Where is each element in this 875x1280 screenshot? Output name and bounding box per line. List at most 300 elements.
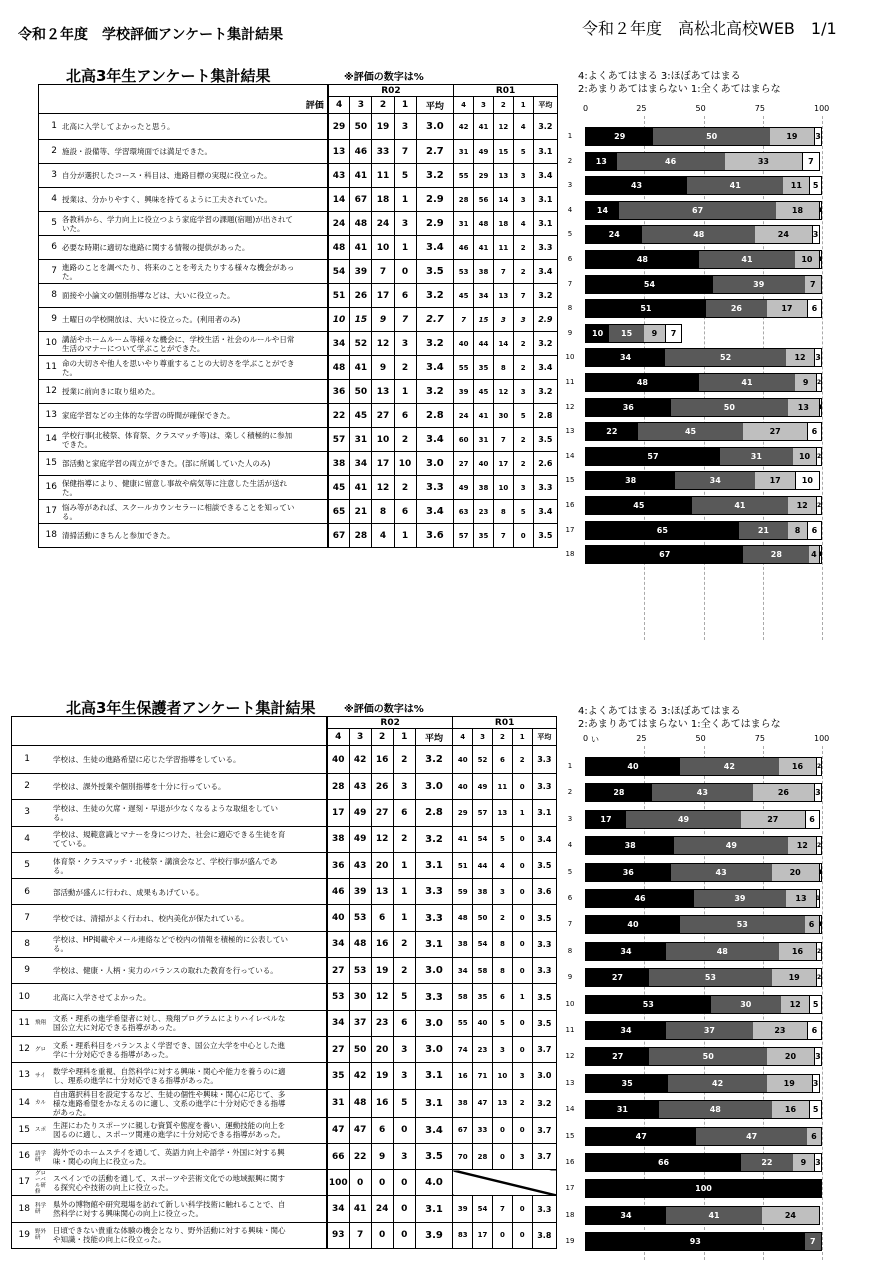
r02-average: 3.0 <box>415 774 453 800</box>
bar-segment-4: 34 <box>586 1207 666 1224</box>
r02-value-4: 67 <box>328 524 350 548</box>
student-legend <box>578 70 781 96</box>
r02-average: 3.2 <box>416 332 454 356</box>
r02-value-2: 18 <box>372 188 394 212</box>
table-row <box>12 1170 557 1196</box>
r01-average: 3.5 <box>533 428 557 452</box>
r01-average: 3.8 <box>532 1222 556 1248</box>
question-cell <box>12 1143 328 1169</box>
header-eval: 評価 <box>39 97 328 114</box>
bar-segment-3: 48 <box>666 943 779 960</box>
table-row <box>39 188 558 212</box>
header-r02-avg: 平均 <box>416 97 454 114</box>
question-cell <box>12 905 328 931</box>
stacked-bar <box>585 942 822 961</box>
r02-value-2: 8 <box>372 500 394 524</box>
r02-value-2: 6 <box>371 905 393 931</box>
bar-segment-1: 6 <box>805 811 819 828</box>
table-row <box>39 332 558 356</box>
question-number: 1 <box>51 121 57 132</box>
bar-segment-4: 34 <box>586 349 665 366</box>
r01-value-3: 56 <box>474 188 494 212</box>
bar-segment-2: 24 <box>755 226 811 243</box>
bar-segment-3: 31 <box>720 448 793 465</box>
r01-value-2: 7 <box>493 524 513 548</box>
stacked-bar <box>585 1100 822 1119</box>
r01-value-4: 42 <box>454 114 474 140</box>
question-text: 県外の博物館や研究現場を訪れて新しい科学技術に触れることで、自然科学に対する興味関心の向上に役立った。 <box>53 1200 286 1219</box>
r01-average: 3.4 <box>533 164 557 188</box>
r02-average: 3.5 <box>416 260 454 284</box>
r02-average: 3.2 <box>415 746 453 774</box>
chart-row-number: 17 <box>565 1184 575 1193</box>
table-row <box>12 905 557 931</box>
r02-value-2: 10 <box>372 428 394 452</box>
r02-value-1: 2 <box>393 931 415 957</box>
parent-section-title: 北高3年生保護者アンケート集計結果 <box>66 699 316 717</box>
header-r02: R02 <box>327 717 453 729</box>
r01-average: 3.2 <box>533 380 557 404</box>
bar-segment-3: 42 <box>680 758 779 775</box>
table-row <box>12 931 557 957</box>
r01-value-2: 15 <box>493 140 513 164</box>
stacked-bar <box>585 1047 822 1066</box>
r02-value-2: 7 <box>372 260 394 284</box>
stacked-bar <box>585 127 822 146</box>
r01-value-3: 28 <box>473 1143 493 1169</box>
r01-value-4: 49 <box>454 476 474 500</box>
question-text: 部活動と家庭学習の両立ができた。(部に所属していた人のみ) <box>62 459 271 469</box>
axis-tick-label: 75 <box>754 104 765 113</box>
stacked-bar <box>585 496 822 515</box>
r02-value-3: 15 <box>350 308 372 332</box>
r02-value-1: 7 <box>394 140 416 164</box>
r01-value-1: 0 <box>512 905 532 931</box>
r01-value-4: 74 <box>453 1036 473 1062</box>
r02-value-3: 49 <box>349 826 371 852</box>
r02-value-4: 100 <box>327 1170 349 1196</box>
r02-value-3: 43 <box>349 852 371 878</box>
r01-value-3: 71 <box>473 1063 493 1089</box>
bar-segment-3: 43 <box>671 864 772 881</box>
r01-value-1: 0 <box>512 1036 532 1062</box>
r01-value-2: 6 <box>492 746 512 774</box>
question-cell <box>12 826 328 852</box>
r01-value-1: 2 <box>513 236 533 260</box>
r01-value-4: 46 <box>454 236 474 260</box>
question-number: 15 <box>18 1124 30 1135</box>
question-number: 13 <box>45 410 57 421</box>
question-number: 2 <box>24 781 30 792</box>
r02-average: 2.9 <box>416 212 454 236</box>
header-r02-c2: 2 <box>371 729 393 746</box>
bar-segment-2: 26 <box>753 784 814 801</box>
r01-value-4: 53 <box>454 260 474 284</box>
table-row <box>12 1089 557 1117</box>
r02-value-2: 20 <box>371 1036 393 1062</box>
r02-value-3: 47 <box>349 1117 371 1143</box>
r02-value-2: 20 <box>371 852 393 878</box>
question-text: 文系・理系科目をバランスよく学習でき、国公立大学を中心とした進学に十分対応できる指導があった。 <box>53 1040 285 1059</box>
r02-value-3: 52 <box>350 332 372 356</box>
chart-row-number: 10 <box>565 353 575 362</box>
question-number: 13 <box>18 1070 30 1081</box>
r02-value-1: 6 <box>393 800 415 826</box>
r02-value-1: 3 <box>393 1036 415 1062</box>
question-text: スペインでの活動を通して、スポーツや芸術文化での地域振興に関する探究心や技術の向上に役立った。 <box>53 1173 286 1192</box>
r01-average: 2.9 <box>533 308 557 332</box>
bar-segment-4: 31 <box>586 1101 659 1118</box>
header-row-period <box>39 85 558 97</box>
r01-value-3: 38 <box>474 476 494 500</box>
table-row <box>39 164 558 188</box>
r02-value-1: 5 <box>394 164 416 188</box>
chart-row-number: 16 <box>565 1158 575 1166</box>
r02-value-2: 12 <box>372 332 394 356</box>
bar-segment-3: 53 <box>649 969 772 986</box>
r01-value-4: 63 <box>454 500 474 524</box>
r02-value-2: 17 <box>372 284 394 308</box>
bar-segment-1: 1 <box>819 864 821 881</box>
question-number: 7 <box>51 266 57 276</box>
question-cell <box>12 774 328 800</box>
r01-average: 3.3 <box>532 774 556 800</box>
bar-segment-4: 67 <box>586 546 743 563</box>
bar-segment-2: 8 <box>788 522 807 539</box>
r01-value-1: 0 <box>512 1117 532 1143</box>
r01-value-3: 23 <box>474 500 494 524</box>
r01-average: 3.5 <box>532 984 556 1010</box>
r01-value-3: 40 <box>473 1010 493 1036</box>
table-row <box>39 380 558 404</box>
table-row <box>39 308 558 332</box>
r01-value-2: 11 <box>493 236 513 260</box>
r01-value-3: 34 <box>474 284 494 308</box>
chart-row-number: 18 <box>565 550 575 559</box>
question-number: 17 <box>45 506 57 516</box>
r02-value-2: 11 <box>372 164 394 188</box>
bar-segment-1: 7 <box>665 325 681 342</box>
r02-value-4: 27 <box>327 958 349 984</box>
r02-value-4: 54 <box>328 260 350 284</box>
stacked-bar <box>585 324 682 343</box>
r02-value-3: 22 <box>349 1143 371 1169</box>
table-row <box>39 404 558 428</box>
bar-segment-1: 3 <box>814 1154 821 1171</box>
question-text: 授業は、分かりやすく、興味を持てるように工夫されていた。 <box>62 195 272 205</box>
r01-average: 3.1 <box>533 188 557 212</box>
bar-segment-1: 3 <box>814 349 821 366</box>
bar-segment-4: 36 <box>586 399 671 416</box>
r01-value-3: 31 <box>474 428 494 452</box>
question-text: 学校は、生徒の進路希望に応じた学習指導をしている。 <box>53 755 241 765</box>
bar-segment-4: 51 <box>586 300 706 317</box>
r01-average: 2.6 <box>533 452 557 476</box>
bar-segment-1: 2 <box>816 943 821 960</box>
bar-segment-2: 16 <box>779 943 817 960</box>
table-row <box>12 1010 557 1036</box>
bar-segment-1: 1 <box>816 890 818 907</box>
r02-value-2: 9 <box>372 308 394 332</box>
r01-average: 3.7 <box>532 1117 556 1143</box>
bar-segment-2: 23 <box>753 1022 807 1039</box>
stacked-bar <box>585 1127 822 1146</box>
r01-average: 3.1 <box>533 212 557 236</box>
r02-value-2: 10 <box>372 236 394 260</box>
chart-row-number: 9 <box>567 973 573 982</box>
question-number: 14 <box>18 1097 30 1108</box>
r01-value-4: 7 <box>454 308 474 332</box>
r02-value-4: 14 <box>328 188 350 212</box>
r02-average: 3.5 <box>415 1143 453 1169</box>
bar-segment-4: 53 <box>586 996 711 1013</box>
table-row <box>12 800 557 826</box>
bar-segment-4: 54 <box>586 276 713 293</box>
r02-value-1: 5 <box>393 1089 415 1117</box>
header-row-period <box>12 717 557 729</box>
grid-line <box>822 746 823 1260</box>
bar-segment-3: 50 <box>653 128 769 145</box>
r01-value-4: 58 <box>453 984 473 1010</box>
bar-segment-1: 2 <box>816 374 821 391</box>
question-text: 日頃できない貴重な体験の機会となり、野外活動に対する興味・関心や知識・技能の向上に役立った。 <box>53 1226 286 1245</box>
chart-row-number: 18 <box>565 1210 575 1219</box>
header-r02-avg: 平均 <box>415 729 453 746</box>
stacked-bar <box>585 398 822 417</box>
r02-value-3: 50 <box>350 114 372 140</box>
stacked-bar <box>585 225 820 244</box>
header-r01-avg: 平均 <box>532 729 556 746</box>
bar-segment-1: 7 <box>802 153 818 170</box>
bar-segment-2: 12 <box>786 349 814 366</box>
bar-segment-3: 39 <box>713 276 805 293</box>
bar-segment-3: 50 <box>649 1048 767 1065</box>
r01-value-4: 31 <box>454 140 474 164</box>
r02-value-4: 36 <box>327 852 349 878</box>
r01-value-3: 23 <box>473 1036 493 1062</box>
stacked-bar <box>585 889 820 908</box>
r02-average: 3.1 <box>415 1089 453 1117</box>
r01-value-2: 7 <box>492 1196 512 1222</box>
question-cell <box>39 356 328 380</box>
r02-average: 3.2 <box>416 380 454 404</box>
r02-value-4: 24 <box>328 212 350 236</box>
r01-average: 3.5 <box>532 1010 556 1036</box>
header-r02-c2: 2 <box>372 97 394 114</box>
r01-value-3: 41 <box>474 114 494 140</box>
r01-value-2: 8 <box>492 958 512 984</box>
r01-value-4: 70 <box>453 1143 473 1169</box>
r01-value-3: 35 <box>473 984 493 1010</box>
r02-value-1: 2 <box>393 826 415 852</box>
r01-value-2: 2 <box>492 905 512 931</box>
r01-value-3: 40 <box>474 452 494 476</box>
bar-segment-3: 15 <box>609 325 644 342</box>
r02-value-3: 31 <box>350 428 372 452</box>
r01-value-2: 4 <box>492 852 512 878</box>
bar-segment-3: 49 <box>626 811 741 828</box>
r02-value-3: 37 <box>349 1010 371 1036</box>
r01-value-1: 0 <box>512 958 532 984</box>
question-tag: グロ <box>35 1046 47 1053</box>
bar-segment-3: 50 <box>671 399 789 416</box>
axis-tick-label: 50 <box>695 734 706 743</box>
question-cell <box>39 284 328 308</box>
r02-value-3: 41 <box>350 164 372 188</box>
r01-value-1: 3 <box>513 308 533 332</box>
r01-value-2: 8 <box>493 356 513 380</box>
bar-segment-1: 6 <box>807 1022 821 1039</box>
header-r01-avg: 平均 <box>533 97 557 114</box>
r02-value-2: 13 <box>371 879 393 905</box>
r02-value-4: 10 <box>328 308 350 332</box>
r02-value-2: 9 <box>371 1143 393 1169</box>
r01-value-1: 1 <box>512 800 532 826</box>
bar-segment-1: 10 <box>795 472 819 489</box>
r02-value-2: 13 <box>372 380 394 404</box>
question-cell <box>39 308 328 332</box>
bar-segment-2: 7 <box>805 276 821 293</box>
chart-row-number: 1 <box>567 762 573 770</box>
r02-value-1: 3 <box>394 332 416 356</box>
r02-value-3: 50 <box>350 380 372 404</box>
r02-value-1: 10 <box>394 452 416 476</box>
chart-row-number: 14 <box>565 1105 575 1114</box>
chart-row-number: 5 <box>567 867 573 876</box>
r01-not-applicable <box>453 1170 557 1196</box>
question-text: 授業に前向きに取り組めた。 <box>62 387 160 397</box>
table-row <box>12 1222 557 1248</box>
r01-value-3: 54 <box>473 826 493 852</box>
bar-segment-4: 10 <box>586 325 609 342</box>
bar-segment-2: 13 <box>788 399 819 416</box>
r02-average: 3.4 <box>416 356 454 380</box>
bar-segment-2: 11 <box>783 177 809 194</box>
bar-segment-4: 36 <box>586 864 671 881</box>
axis-tick-label: 100 <box>814 734 830 743</box>
r01-value-3: 38 <box>474 260 494 284</box>
header-r01-c1: 1 <box>513 97 533 114</box>
question-cell <box>39 164 328 188</box>
chart-row-number: 7 <box>567 279 573 288</box>
question-cell <box>39 404 328 428</box>
r02-value-2: 12 <box>372 476 394 500</box>
bar-segment-4: 47 <box>586 1128 696 1145</box>
r02-value-2: 19 <box>371 958 393 984</box>
r01-value-4: 29 <box>453 800 473 826</box>
question-number: 3 <box>51 170 57 181</box>
bar-segment-2: 24 <box>762 1207 818 1224</box>
r02-value-4: 93 <box>327 1222 349 1248</box>
r01-value-1: 0 <box>512 1222 532 1248</box>
table-row <box>39 284 558 308</box>
chart-row-number: 8 <box>567 304 573 313</box>
question-text: 各教科から、学力向上に役立つよう家庭学習の課題(宿題)が出されていた。 <box>62 214 293 233</box>
r02-average: 3.9 <box>415 1222 453 1248</box>
r02-value-4: 13 <box>328 140 350 164</box>
r02-value-3: 53 <box>349 905 371 931</box>
r01-average: 3.5 <box>532 852 556 878</box>
table-row <box>12 746 557 774</box>
legend-line-1b: 4:よくあてはまる 3:ほぼあてはまる <box>578 706 741 717</box>
bar-segment-2: 10 <box>795 251 818 268</box>
r01-value-3: 48 <box>474 212 494 236</box>
r01-value-1: 0 <box>512 879 532 905</box>
r02-value-1: 2 <box>393 958 415 984</box>
r01-average: 3.4 <box>533 260 557 284</box>
question-tag: 野外研 <box>35 1229 47 1242</box>
bar-segment-1: 1 <box>819 916 821 933</box>
r02-value-1: 6 <box>394 284 416 308</box>
table-row <box>12 826 557 852</box>
header-r01-c1: 1 <box>512 729 532 746</box>
bar-segment-1: 3 <box>812 226 819 243</box>
chart-row-number: 15 <box>565 1131 575 1140</box>
r02-value-4: 66 <box>327 1143 349 1169</box>
stacked-bar <box>585 915 822 934</box>
r01-value-3: 44 <box>473 852 493 878</box>
chart-row-number: 6 <box>567 255 573 263</box>
question-cell <box>12 1222 328 1248</box>
axis-tick-label: 25 <box>636 734 647 743</box>
question-cell <box>12 1089 328 1117</box>
bar-segment-1: 6 <box>807 300 821 317</box>
r02-value-1: 2 <box>393 746 415 774</box>
question-number: 11 <box>45 362 57 372</box>
bar-segment-4: 66 <box>586 1154 741 1171</box>
bar-segment-1: 2 <box>816 497 821 514</box>
r02-value-4: 40 <box>327 905 349 931</box>
r02-value-3: 21 <box>350 500 372 524</box>
r02-value-2: 12 <box>371 984 393 1010</box>
r02-average: 3.4 <box>416 500 454 524</box>
table-row <box>39 356 558 380</box>
question-tag: 科学研 <box>35 1203 47 1216</box>
bar-segment-1: 3 <box>814 128 821 145</box>
r01-value-2: 3 <box>493 308 513 332</box>
r01-value-2: 13 <box>493 284 513 308</box>
stacked-bar <box>585 422 822 441</box>
r02-value-1: 1 <box>394 188 416 212</box>
chart-row-number: 13 <box>565 1078 575 1087</box>
document-title: 令和２年度 学校評価アンケート集計結果 <box>18 27 284 43</box>
chart-row-number: 1 <box>567 132 573 140</box>
table-row <box>12 852 557 878</box>
question-cell <box>12 746 328 774</box>
question-number: 10 <box>45 338 57 348</box>
r02-average: 3.2 <box>416 164 454 188</box>
r02-average: 3.3 <box>415 879 453 905</box>
r01-value-3: 58 <box>473 958 493 984</box>
table-row <box>12 1036 557 1062</box>
table-row <box>12 1143 557 1169</box>
r01-average: 3.2 <box>533 284 557 308</box>
r01-value-2: 0 <box>492 1143 512 1169</box>
bar-segment-4: 40 <box>586 916 680 933</box>
bar-segment-1: 3 <box>814 784 821 801</box>
r01-value-1: 1 <box>512 984 532 1010</box>
bar-segment-4: 57 <box>586 448 720 465</box>
r02-value-3: 41 <box>350 356 372 380</box>
r02-value-2: 9 <box>372 356 394 380</box>
r02-average: 3.3 <box>416 476 454 500</box>
r01-value-4: 45 <box>454 284 474 308</box>
r01-value-1: 2 <box>513 428 533 452</box>
r01-average: 3.5 <box>532 905 556 931</box>
r01-value-2: 13 <box>492 800 512 826</box>
question-cell <box>39 500 328 524</box>
r02-value-4: 38 <box>328 452 350 476</box>
